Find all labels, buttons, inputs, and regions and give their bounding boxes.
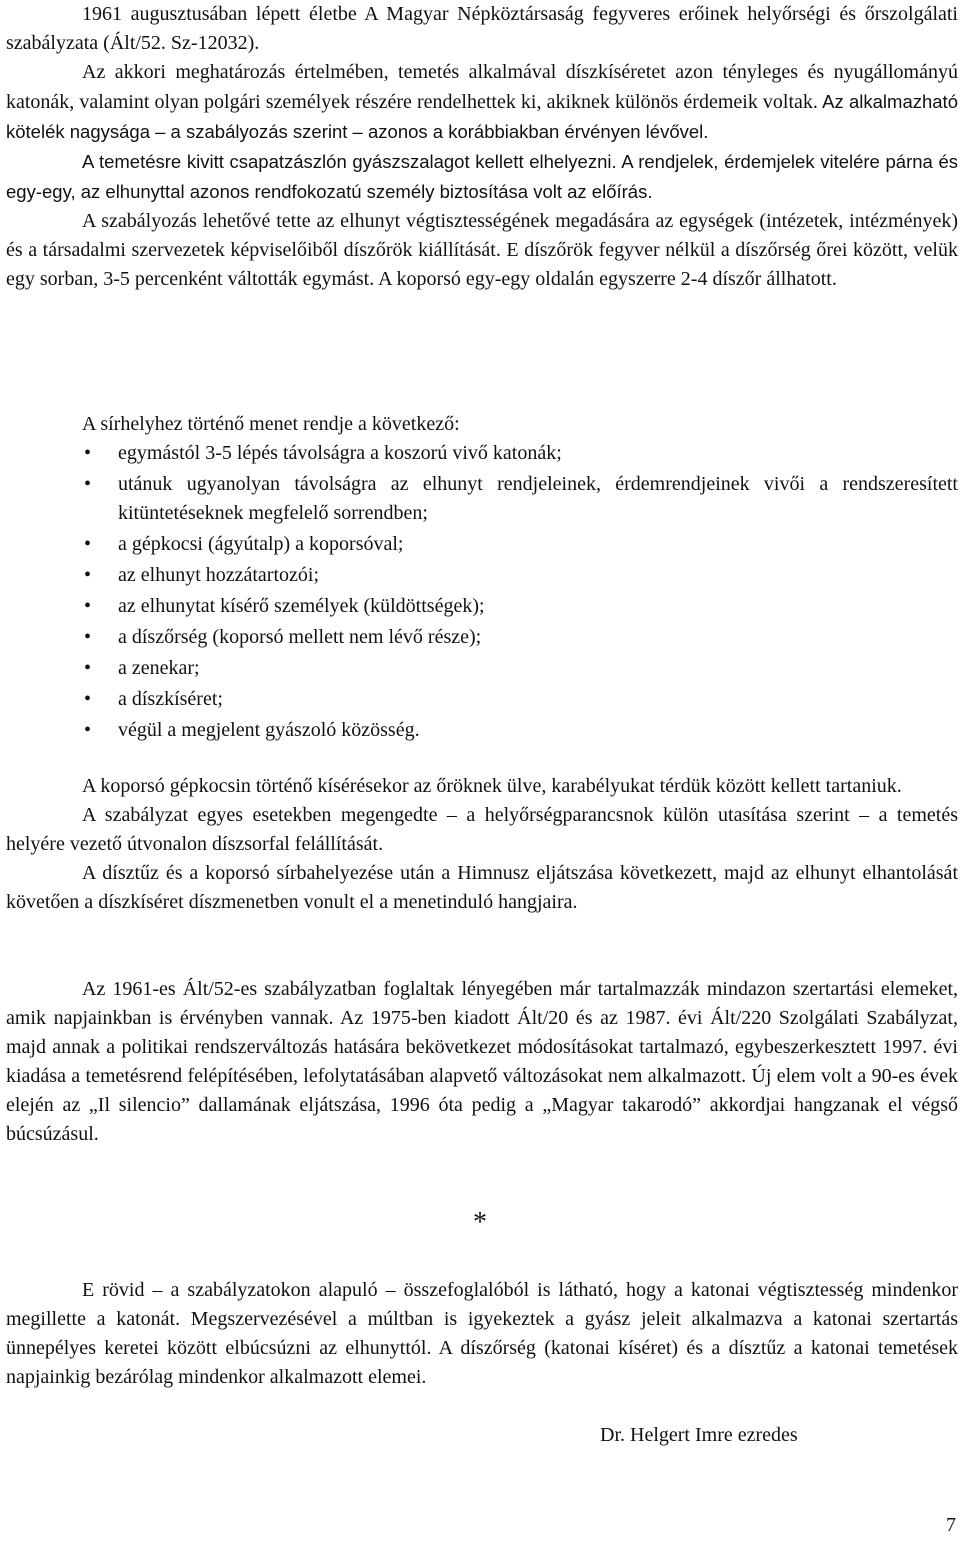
procession-list-item	[6, 623, 958, 652]
procession-list-item	[6, 439, 958, 468]
paragraph-intro: 1961 augusztusában lépett életbe A Magyar Népköztársaság fegyveres erőinek helyőrségi és őrszolgálati szabályzata (Ált/52. Sz-12032).	[6, 3, 958, 54]
paragraph-honor-guards: A szabályozás lehetővé tette az elhunyt végtisztességének megadására az egységek (intézetek, intézmények) és a társadalmi szervezetek képviselőiből díszőrök kiállítását. E díszőrök fegyver nélkül a díszőrség őrei között, velük egy sorban, 3-5 percenként váltották egymást. A koporsó egy-egy oldalán egyszerre 2-4 díszőr állhatott.	[6, 210, 958, 290]
bullet-icon: •	[84, 626, 92, 648]
bullet-icon: •	[84, 533, 92, 555]
procession-item-text: a díszőrség (koporsó mellett nem lévő része);	[118, 626, 482, 648]
bullet-icon: •	[84, 719, 92, 741]
procession-item-text: végül a megjelent gyászoló közösség.	[118, 719, 420, 741]
bullet-icon: •	[84, 473, 92, 495]
procession-item-text: a díszkíséret;	[118, 688, 223, 710]
paragraph-flag-ribbon-text: A temetésre kivitt csapatzászlón gyászszalagot kellett elhelyezni.	[82, 151, 617, 172]
paragraph-unit-size-text: Az alkalmazható kötelék nagysága – a szabályozás szerint – azonos a korábbiakban érvényen lévővel.	[6, 91, 958, 142]
procession-list-item	[6, 530, 958, 559]
section-conclusion	[6, 1276, 958, 1392]
procession-item-text: az elhunytat kísérő személyek (küldöttségek);	[118, 595, 485, 617]
procession-item-text: utánuk ugyanolyan távolságra az elhunyt rendjeleinek, érdemrendjeinek vivői a rendszeresített kitüntetéseknek megfelelő sorrendben;	[118, 473, 958, 524]
section-escort-rules	[6, 772, 958, 917]
author-signature: Dr. Helgert Imre ezredes	[600, 1424, 798, 1446]
bullet-icon: •	[84, 595, 92, 617]
procession-list-item	[6, 685, 958, 714]
bullet-icon: •	[84, 564, 92, 586]
bullet-icon: •	[84, 657, 92, 679]
bullet-icon: •	[84, 442, 92, 464]
procession-list-item	[6, 654, 958, 683]
paragraph-conclusion: E rövid – a szabályzatokon alapuló – összefoglalóból is látható, hogy a katonai végtisztesség mindenkor megillette a katonát. Megszervezésével a múltban is igyekeztek a gyász jeleit alkalmazva a katonai szertartás ünnepélyes keretei között elbúcsúzni az elhunyttól. A díszőrség (katonai kíséret) és a dísztűz a katonai temetések napjainkig bezárólag mindenkor alkalmazott elemei.	[6, 1279, 958, 1388]
procession-item-text: az elhunyt hozzátartozói;	[118, 564, 320, 586]
procession-item-text: a zenekar;	[118, 657, 200, 679]
paragraph-vehicle-escort: A koporsó gépkocsin történő kísérésekor az őröknek ülve, karabélyukat térdük között kellett tartaniuk.	[82, 775, 902, 797]
paragraph-escort-definition	[6, 58, 958, 147]
section-procession	[6, 410, 958, 747]
section-separator: *	[473, 1207, 487, 1238]
paragraph-honor-line: A szabályzat egyes esetekben megengedte – a helyőrségparancsnok külön utasítása szerint – a temetés helyére vezető útvonalon díszsorfal felállítását.	[6, 804, 958, 855]
paragraph-escort-definition-text: Az akkori meghatározás értelmében, temetés alkalmával díszkíséretet azon tényleges és nyugállományú katonák, valamint olyan polgári személyek részére rendelhettek ki, akiknek különös érdemeik voltak.	[6, 61, 958, 113]
paragraph-decorations-text: A rendjelek, érdemjelek vitelére párna és egy-egy, az elhunyttal azonos rendfokozatú személy biztosítása volt az előírás.	[6, 151, 958, 202]
procession-list-item	[6, 470, 958, 528]
section-regulation-1961	[6, 0, 958, 294]
procession-intro: A sírhelyhez történő menet rendje a következő:	[82, 413, 460, 435]
paragraph-flag-ribbon	[6, 147, 958, 207]
procession-item-text: a gépkocsi (ágyútalp) a koporsóval;	[118, 533, 404, 555]
paragraph-anthem: A dísztűz és a koporsó sírbahelyezése után a Himnusz eljátszása következett, majd az elhunyt elhantolását követően a díszkíséret díszmenetben vonult el a menetinduló hangjaira.	[6, 862, 958, 913]
procession-list-item	[6, 592, 958, 621]
page-number: 7	[946, 1514, 956, 1536]
paragraph-later-regulations: Az 1961-es Ált/52-es szabályzatban foglaltak lényegében már tartalmazzák mindazon szertartási elemeket, amik napjainkban is érvényben vannak. Az 1975-ben kiadott Ált/20 és az 1987. évi Ált/220 Szolgálati Szabályzat, majd annak a politikai rendszerváltozás hatására bekövetkezet módosításokat tartalmazó, egybeszerkesztett 1997. évi kiadása a temetésrend felépítésében, lefolytatásában alapvető változásokat nem alkalmazott. Új elem volt a 90-es évek elején az „Il silencio” dallamának eljátszása, 1996 óta pedig a „Magyar takarodó” akkordjai hangzanak el végső búcsúzásul.	[6, 978, 958, 1145]
bullet-icon: •	[84, 688, 92, 710]
procession-list-item	[6, 561, 958, 590]
procession-item-text: egymástól 3-5 lépés távolságra a koszorú vivő katonák;	[118, 442, 562, 464]
procession-list-item	[6, 716, 958, 745]
section-later-regulations	[6, 975, 958, 1149]
procession-list	[6, 439, 958, 745]
